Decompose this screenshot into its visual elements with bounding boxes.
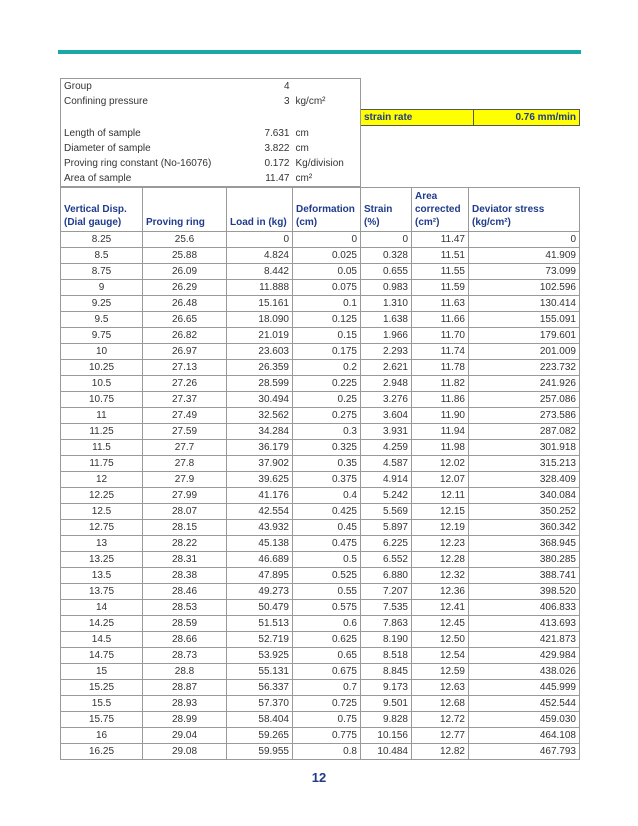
table-cell: 11.25 (61, 424, 143, 440)
table-row (61, 728, 580, 744)
table-cell: 27.7 (143, 440, 227, 456)
table-row (61, 248, 580, 264)
table-row (61, 552, 580, 568)
table-cell: 12.50 (412, 632, 469, 648)
table-cell: 11.70 (412, 328, 469, 344)
table-cell: 41.176 (227, 488, 293, 504)
diameter-value: 3.822 (264, 143, 290, 154)
table-row (61, 408, 580, 424)
table-cell: 11.66 (412, 312, 469, 328)
table-cell: 12.36 (412, 584, 469, 600)
table-cell: 32.562 (227, 408, 293, 424)
table-cell: 3.276 (361, 392, 412, 408)
table-cell: 4.587 (361, 456, 412, 472)
table-cell: 3.931 (361, 424, 412, 440)
table-cell: 10.156 (361, 728, 412, 744)
table-cell: 315.213 (469, 456, 580, 472)
table-cell: 0.75 (293, 712, 361, 728)
table-cell: 47.895 (227, 568, 293, 584)
confining-pressure-unit: kg/cm² (293, 94, 361, 110)
table-cell: 26.48 (143, 296, 227, 312)
column-header-row (61, 188, 580, 232)
table-cell: 0 (227, 232, 293, 248)
length-value: 7.631 (264, 127, 290, 139)
column-header: Deformation (cm) (293, 188, 361, 232)
table-cell: 12.07 (412, 472, 469, 488)
table-cell: 388.741 (469, 568, 580, 584)
table-cell: 30.494 (227, 392, 293, 408)
table-cell: 2.948 (361, 376, 412, 392)
table-cell: 8.845 (361, 664, 412, 680)
table-cell: 360.342 (469, 520, 580, 536)
table-cell: 0.325 (293, 440, 361, 456)
proving-ring-value: 0.172 (264, 158, 290, 169)
table-cell: 2.293 (361, 344, 412, 360)
diameter-unit: cm (293, 141, 361, 156)
table-cell: 15.161 (227, 296, 293, 312)
table-cell: 7.535 (361, 600, 412, 616)
table-cell: 464.108 (469, 728, 580, 744)
table-row (61, 696, 580, 712)
table-cell: 445.999 (469, 680, 580, 696)
column-header: Strain (%) (361, 188, 412, 232)
table-cell: 8.518 (361, 648, 412, 664)
table-cell: 0.8 (293, 744, 361, 760)
table-cell: 11.75 (61, 456, 143, 472)
table-cell: 28.53 (143, 600, 227, 616)
table-cell: 179.601 (469, 328, 580, 344)
table-cell: 421.873 (469, 632, 580, 648)
table-row (61, 616, 580, 632)
table-cell: 15.75 (61, 712, 143, 728)
table-cell: 1.966 (361, 328, 412, 344)
table-cell: 9.25 (61, 296, 143, 312)
table-cell: 0.575 (293, 600, 361, 616)
strain-rate-value: 0.76 mm/min (474, 110, 580, 126)
table-cell: 12.28 (412, 552, 469, 568)
table-cell: 28.46 (143, 584, 227, 600)
table-cell: 58.404 (227, 712, 293, 728)
table-cell: 8.25 (61, 232, 143, 248)
table-cell: 257.086 (469, 392, 580, 408)
column-header: Vertical Disp. (Dial gauge) (61, 188, 143, 232)
table-cell: 10.5 (61, 376, 143, 392)
table-cell: 28.599 (227, 376, 293, 392)
table-cell: 10.75 (61, 392, 143, 408)
table-cell: 11.78 (412, 360, 469, 376)
group-label: Group (61, 79, 233, 95)
table-cell: 12.59 (412, 664, 469, 680)
table-row (61, 472, 580, 488)
table-cell: 12.19 (412, 520, 469, 536)
table-cell: 9.5 (61, 312, 143, 328)
table-cell: 26.09 (143, 264, 227, 280)
table-cell: 34.284 (227, 424, 293, 440)
table-cell: 28.73 (143, 648, 227, 664)
table-cell: 155.091 (469, 312, 580, 328)
table-cell: 8.190 (361, 632, 412, 648)
table-cell: 23.603 (227, 344, 293, 360)
table-cell: 0.3 (293, 424, 361, 440)
table-cell: 241.926 (469, 376, 580, 392)
table-row (61, 584, 580, 600)
table-cell: 16 (61, 728, 143, 744)
table-cell: 10.484 (361, 744, 412, 760)
table-cell: 18.090 (227, 312, 293, 328)
table-cell: 102.596 (469, 280, 580, 296)
table-cell: 27.9 (143, 472, 227, 488)
diameter-label: Diameter of sample (61, 141, 233, 156)
table-cell: 12.82 (412, 744, 469, 760)
table-cell: 12.11 (412, 488, 469, 504)
table-row (61, 392, 580, 408)
table-cell: 27.26 (143, 376, 227, 392)
table-cell: 27.37 (143, 392, 227, 408)
table-cell: 13 (61, 536, 143, 552)
table-cell: 14.5 (61, 632, 143, 648)
table-cell: 27.49 (143, 408, 227, 424)
table-cell: 53.925 (227, 648, 293, 664)
table-cell: 25.6 (143, 232, 227, 248)
table-cell: 467.793 (469, 744, 580, 760)
table-cell: 55.131 (227, 664, 293, 680)
table-row (61, 712, 580, 728)
group-value: 4 (233, 79, 293, 95)
table-cell: 21.019 (227, 328, 293, 344)
table-cell: 0.15 (293, 328, 361, 344)
table-cell: 25.88 (143, 248, 227, 264)
table-cell: 2.621 (361, 360, 412, 376)
table-cell: 59.265 (227, 728, 293, 744)
table-cell: 5.897 (361, 520, 412, 536)
table-cell: 12.72 (412, 712, 469, 728)
table-cell: 0.6 (293, 616, 361, 632)
table-row (61, 536, 580, 552)
table-cell: 11.94 (412, 424, 469, 440)
table-cell: 5.242 (361, 488, 412, 504)
table-cell: 0 (469, 232, 580, 248)
table-cell: 26.29 (143, 280, 227, 296)
column-header: Load in (kg) (227, 188, 293, 232)
table-cell: 12.68 (412, 696, 469, 712)
table-cell: 12.15 (412, 504, 469, 520)
area-value: 11.47 (233, 171, 293, 187)
table-cell: 287.082 (469, 424, 580, 440)
table-cell: 28.15 (143, 520, 227, 536)
table-row (61, 632, 580, 648)
length-unit: cm (293, 126, 361, 142)
table-row (61, 312, 580, 328)
table-cell: 11.82 (412, 376, 469, 392)
table-cell: 273.586 (469, 408, 580, 424)
table-row (61, 568, 580, 584)
table-cell: 11 (61, 408, 143, 424)
table-cell: 27.8 (143, 456, 227, 472)
table-cell: 26.65 (143, 312, 227, 328)
table-cell: 28.07 (143, 504, 227, 520)
table-cell: 12.75 (61, 520, 143, 536)
table-cell: 46.689 (227, 552, 293, 568)
table-cell: 11.74 (412, 344, 469, 360)
column-header: Area corrected (cm²) (412, 188, 469, 232)
proving-ring-unit: Kg/division (293, 156, 361, 171)
table-cell: 0.4 (293, 488, 361, 504)
table-cell: 429.984 (469, 648, 580, 664)
table-cell: 459.030 (469, 712, 580, 728)
table-cell: 57.370 (227, 696, 293, 712)
table-cell: 1.638 (361, 312, 412, 328)
column-header: Proving ring (143, 188, 227, 232)
table-cell: 59.955 (227, 744, 293, 760)
table-cell: 452.544 (469, 696, 580, 712)
table-cell: 15.25 (61, 680, 143, 696)
confining-pressure-value: 3 (283, 96, 290, 108)
table-cell: 0.5 (293, 552, 361, 568)
table-cell: 7.207 (361, 584, 412, 600)
table-cell: 0.05 (293, 264, 361, 280)
table-cell: 0.475 (293, 536, 361, 552)
table-cell: 0.25 (293, 392, 361, 408)
table-cell: 15.5 (61, 696, 143, 712)
table-cell: 9 (61, 280, 143, 296)
table-cell: 8.5 (61, 248, 143, 264)
table-cell: 368.945 (469, 536, 580, 552)
table-cell: 11.5 (61, 440, 143, 456)
table-cell: 12.5 (61, 504, 143, 520)
table-row (61, 296, 580, 312)
table-cell: 9.828 (361, 712, 412, 728)
table-cell: 9.173 (361, 680, 412, 696)
table-cell: 15 (61, 664, 143, 680)
table-row (61, 648, 580, 664)
table-cell: 42.554 (227, 504, 293, 520)
table-cell: 0.425 (293, 504, 361, 520)
table-cell: 28.22 (143, 536, 227, 552)
table-cell: 0.328 (361, 248, 412, 264)
table-cell: 11.63 (412, 296, 469, 312)
table-cell: 13.25 (61, 552, 143, 568)
table-cell: 413.693 (469, 616, 580, 632)
table-cell: 73.099 (469, 264, 580, 280)
table-cell: 12.32 (412, 568, 469, 584)
table-cell: 0.525 (293, 568, 361, 584)
area-label: Area of sample (61, 171, 233, 187)
length-label: Length of sample (61, 126, 233, 142)
data-sheet (60, 78, 579, 760)
table-row (61, 280, 580, 296)
proving-ring-label: Proving ring constant (No-16076) (61, 156, 233, 171)
table-cell: 0.45 (293, 520, 361, 536)
table-cell: 9.501 (361, 696, 412, 712)
table-cell: 27.99 (143, 488, 227, 504)
table-cell: 9.75 (61, 328, 143, 344)
table-cell: 51.513 (227, 616, 293, 632)
table-cell: 27.59 (143, 424, 227, 440)
table-cell: 0.275 (293, 408, 361, 424)
table-cell: 37.902 (227, 456, 293, 472)
table-cell: 27.13 (143, 360, 227, 376)
table-cell: 11.98 (412, 440, 469, 456)
table-cell: 52.719 (227, 632, 293, 648)
table-cell: 4.259 (361, 440, 412, 456)
table-cell: 29.04 (143, 728, 227, 744)
table-cell: 13.5 (61, 568, 143, 584)
table-cell: 28.99 (143, 712, 227, 728)
table-cell: 0 (293, 232, 361, 248)
table-cell: 45.138 (227, 536, 293, 552)
table-cell: 49.273 (227, 584, 293, 600)
table-cell: 26.97 (143, 344, 227, 360)
table-row (61, 440, 580, 456)
table-cell: 12.23 (412, 536, 469, 552)
table-cell: 201.009 (469, 344, 580, 360)
table-cell: 0.225 (293, 376, 361, 392)
table-cell: 340.084 (469, 488, 580, 504)
table-cell: 13.75 (61, 584, 143, 600)
table-row (61, 520, 580, 536)
table-cell: 28.66 (143, 632, 227, 648)
table-cell: 0.983 (361, 280, 412, 296)
table-cell: 12.54 (412, 648, 469, 664)
table-row (61, 344, 580, 360)
table-cell: 28.87 (143, 680, 227, 696)
table-cell: 380.285 (469, 552, 580, 568)
table-row (61, 664, 580, 680)
table-row (61, 456, 580, 472)
table-cell: 11.47 (412, 232, 469, 248)
table-cell: 6.225 (361, 536, 412, 552)
table-cell: 438.026 (469, 664, 580, 680)
table-cell: 5.569 (361, 504, 412, 520)
table-cell: 130.414 (469, 296, 580, 312)
table-row (61, 328, 580, 344)
table-cell: 39.625 (227, 472, 293, 488)
table-cell: 28.38 (143, 568, 227, 584)
table-row (61, 376, 580, 392)
table-cell: 0.2 (293, 360, 361, 376)
table-cell: 350.252 (469, 504, 580, 520)
table-row (61, 360, 580, 376)
table-cell: 3.604 (361, 408, 412, 424)
table-row (61, 504, 580, 520)
group-unit (293, 79, 361, 95)
table-cell: 16.25 (61, 744, 143, 760)
table-cell: 8.442 (227, 264, 293, 280)
table-cell: 0.625 (293, 632, 361, 648)
table-cell: 328.409 (469, 472, 580, 488)
table-cell: 0.35 (293, 456, 361, 472)
table-cell: 0.1 (293, 296, 361, 312)
table-cell: 12.41 (412, 600, 469, 616)
table-cell: 36.179 (227, 440, 293, 456)
table-cell: 1.310 (361, 296, 412, 312)
table-row (61, 488, 580, 504)
table-cell: 7.863 (361, 616, 412, 632)
table-cell: 0.775 (293, 728, 361, 744)
table-cell: 12.77 (412, 728, 469, 744)
table-cell: 12.45 (412, 616, 469, 632)
table-cell: 0.55 (293, 584, 361, 600)
table-cell: 11.86 (412, 392, 469, 408)
table-cell: 28.59 (143, 616, 227, 632)
table-cell: 0.725 (293, 696, 361, 712)
table-cell: 12 (61, 472, 143, 488)
table-cell: 29.08 (143, 744, 227, 760)
table-cell: 223.732 (469, 360, 580, 376)
table-cell: 4.824 (227, 248, 293, 264)
table-cell: 11.888 (227, 280, 293, 296)
table-cell: 43.932 (227, 520, 293, 536)
table-cell: 11.59 (412, 280, 469, 296)
table-cell: 41.909 (469, 248, 580, 264)
table-cell: 301.918 (469, 440, 580, 456)
table-cell: 12.63 (412, 680, 469, 696)
results-table (60, 187, 580, 760)
top-accent-bar (58, 50, 581, 54)
table-cell: 10 (61, 344, 143, 360)
table-cell: 11.55 (412, 264, 469, 280)
table-cell: 28.31 (143, 552, 227, 568)
column-header: Deviator stress (kg/cm²) (469, 188, 580, 232)
table-cell: 10.25 (61, 360, 143, 376)
table-row (61, 680, 580, 696)
table-cell: 56.337 (227, 680, 293, 696)
table-cell: 0.375 (293, 472, 361, 488)
table-cell: 0.65 (293, 648, 361, 664)
table-cell: 14 (61, 600, 143, 616)
table-row (61, 232, 580, 248)
confining-pressure-label: Confining pressure (61, 94, 233, 110)
table-row (61, 424, 580, 440)
table-cell: 14.25 (61, 616, 143, 632)
table-cell: 50.479 (227, 600, 293, 616)
table-cell: 398.520 (469, 584, 580, 600)
strain-rate-label: strain rate (361, 110, 474, 126)
table-cell: 406.833 (469, 600, 580, 616)
table-cell: 0.125 (293, 312, 361, 328)
table-row (61, 264, 580, 280)
table-cell: 14.75 (61, 648, 143, 664)
table-cell: 0 (361, 232, 412, 248)
table-cell: 11.51 (412, 248, 469, 264)
table-cell: 11.90 (412, 408, 469, 424)
table-cell: 28.8 (143, 664, 227, 680)
params-table (60, 78, 580, 187)
table-cell: 6.552 (361, 552, 412, 568)
table-cell: 0.675 (293, 664, 361, 680)
results-body (61, 232, 580, 760)
table-row (61, 744, 580, 760)
table-cell: 6.880 (361, 568, 412, 584)
table-cell: 0.025 (293, 248, 361, 264)
area-unit: cm² (293, 171, 361, 187)
table-cell: 28.93 (143, 696, 227, 712)
table-cell: 26.359 (227, 360, 293, 376)
table-cell: 4.914 (361, 472, 412, 488)
table-cell: 0.655 (361, 264, 412, 280)
table-cell: 26.82 (143, 328, 227, 344)
table-cell: 12.02 (412, 456, 469, 472)
table-row (61, 600, 580, 616)
table-cell: 0.7 (293, 680, 361, 696)
table-cell: 0.175 (293, 344, 361, 360)
table-cell: 12.25 (61, 488, 143, 504)
table-cell: 0.075 (293, 280, 361, 296)
page-number: 12 (311, 770, 327, 785)
table-cell: 8.75 (61, 264, 143, 280)
